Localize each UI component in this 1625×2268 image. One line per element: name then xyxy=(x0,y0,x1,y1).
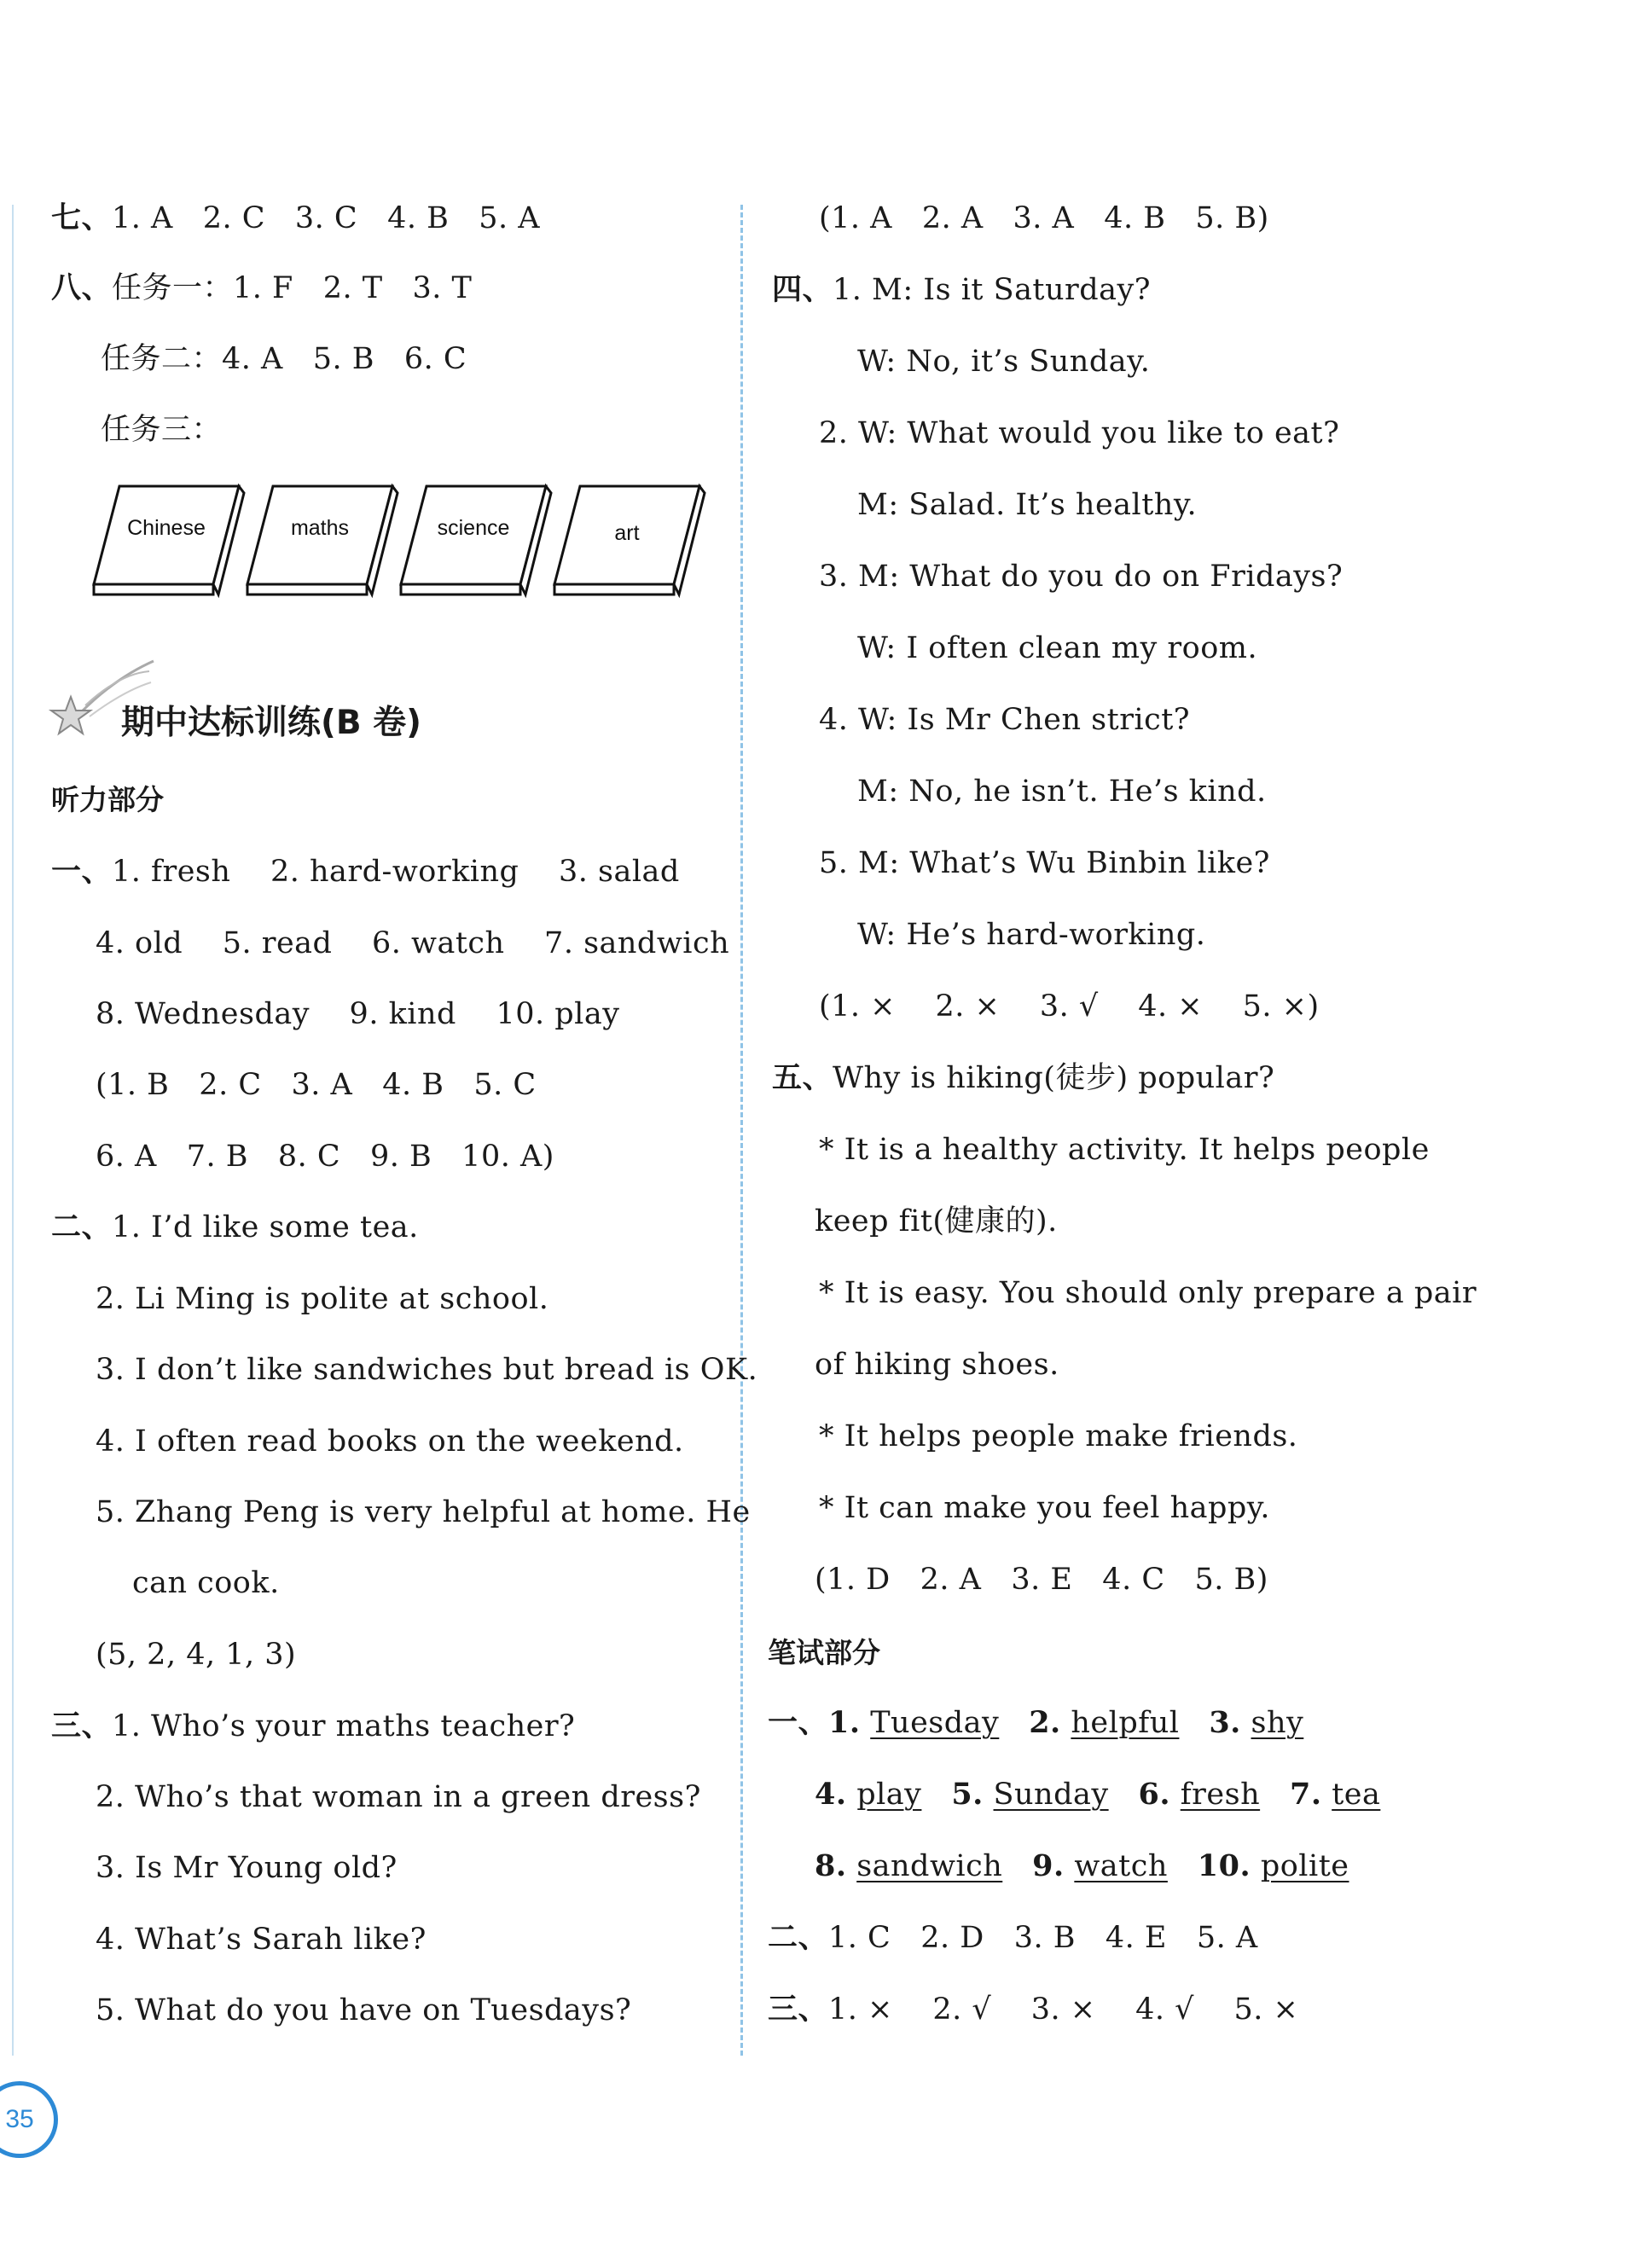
r5-line: * It is easy. You should only prepare a pair xyxy=(819,1276,1477,1310)
r4-answers xyxy=(819,986,1320,1027)
l2-line xyxy=(51,1207,419,1248)
answer-item: 1. × xyxy=(828,1992,893,2027)
r4-label: 四、 xyxy=(772,273,833,307)
l2-order: (5, 2, 4, 1, 3) xyxy=(96,1638,297,1672)
page-number-badge xyxy=(0,2081,58,2158)
l1-row xyxy=(96,923,729,964)
l3-line: 3. Is Mr Young old? xyxy=(96,1851,398,1885)
answer-word: fresh xyxy=(1180,1778,1261,1812)
w1-row xyxy=(768,1702,1303,1743)
answer-word: play xyxy=(856,1778,922,1812)
answer-item: 6. A xyxy=(96,1140,157,1174)
w3-label: 三、 xyxy=(768,1992,829,2027)
task1-item: 2. T xyxy=(322,271,383,305)
r4-line: 4. W: Is Mr Chen strict? xyxy=(819,703,1191,737)
l2-line: 2. Li Ming is polite at school. xyxy=(96,1282,549,1316)
w3-line xyxy=(768,1989,1298,2030)
item-number: 2. xyxy=(1029,1705,1061,1740)
answer-item: 4. old xyxy=(96,926,183,960)
task2-item: 6. C xyxy=(403,342,467,376)
q7-item: 3. C xyxy=(294,201,358,235)
answer-item: 9. kind xyxy=(349,997,456,1031)
r5-line: of hiking shoes. xyxy=(815,1348,1059,1382)
answer-item: 3. E xyxy=(1011,1563,1073,1597)
q8-task1-line xyxy=(51,268,472,309)
book-icon xyxy=(554,486,705,595)
book-label: Chinese xyxy=(127,516,206,540)
q7-item: 1. A xyxy=(112,201,173,235)
l2-line: 4. I often read books on the weekend. xyxy=(96,1424,684,1459)
answer-item: 3. A xyxy=(291,1068,353,1102)
book-icon xyxy=(247,486,398,595)
task1-item: 1. F xyxy=(233,271,293,305)
l3-line: 5. What do you have on Tuesdays? xyxy=(96,1993,632,2027)
answer-item: 3. × xyxy=(1030,1992,1096,2027)
item-number: 9. xyxy=(1032,1848,1065,1883)
answer-word: sandwich xyxy=(856,1849,1003,1883)
answer-item: 2. A xyxy=(920,1563,982,1597)
column-divider xyxy=(740,205,743,2056)
answer-item: 7. B xyxy=(186,1140,248,1174)
answer-item: 4. E xyxy=(1105,1921,1167,1955)
answer-item: (1. D xyxy=(815,1563,891,1597)
r3-answers xyxy=(819,198,1269,239)
answer-word: polite xyxy=(1260,1849,1349,1883)
book-icon xyxy=(401,486,551,595)
section-title: 期中达标训练(B 卷) xyxy=(121,704,421,742)
task2-label: 任务二： xyxy=(101,342,223,376)
answer-item: 2. hard-working xyxy=(270,855,519,889)
answer-item: 5. B) xyxy=(1195,201,1269,235)
listening-header: 听力部分 xyxy=(51,783,164,816)
answer-word: shy xyxy=(1251,1706,1304,1740)
l3-line: 2. Who’s that woman in a green dress? xyxy=(96,1780,701,1814)
w2-line xyxy=(768,1917,1258,1958)
r4-line xyxy=(772,270,1151,310)
answer-item: 5. A xyxy=(1196,1921,1258,1955)
item-number: 4. xyxy=(815,1777,847,1812)
answer-item: 8. C xyxy=(277,1140,341,1174)
r5-line xyxy=(772,1058,1274,1099)
l3-line: 4. What’s Sarah like? xyxy=(96,1923,427,1957)
r4-line: 2. W: What would you like to eat? xyxy=(819,416,1340,450)
answer-item: 2. √ xyxy=(932,1992,992,2027)
w2-label: 二、 xyxy=(768,1921,829,1955)
task2-item: 5. B xyxy=(312,342,374,376)
r4-line: W: I often clean my room. xyxy=(857,631,1258,665)
q7-item: 5. A xyxy=(479,201,541,235)
l1-row xyxy=(96,1136,554,1177)
answer-item: (1. A xyxy=(819,201,892,235)
q7-line xyxy=(51,198,540,239)
answer-item: 3. B xyxy=(1013,1921,1076,1955)
l1-row xyxy=(96,994,619,1035)
r4-line: W: He’s hard-working. xyxy=(857,918,1206,952)
item-number: 7. xyxy=(1290,1777,1322,1812)
book-icon xyxy=(94,486,244,595)
l3-line xyxy=(51,1706,575,1747)
answer-word: watch xyxy=(1074,1849,1168,1883)
answer-item: 5. B) xyxy=(1194,1563,1268,1597)
answer-item: 5. C xyxy=(473,1068,537,1102)
answer-item: 1. fresh xyxy=(112,855,231,889)
r5-line: * It is a healthy activity. It helps people xyxy=(819,1133,1430,1167)
answer-item: 1. C xyxy=(828,1921,891,1955)
q7-item: 4. B xyxy=(387,201,450,235)
answer-item: 2. D xyxy=(920,1921,984,1955)
w1-row xyxy=(815,1846,1349,1887)
r5-answers xyxy=(815,1559,1268,1600)
answer-item: 9. B xyxy=(370,1140,432,1174)
answer-item: 5. ×) xyxy=(1242,989,1320,1024)
answer-word: tea xyxy=(1332,1778,1381,1812)
answer-item: (1. B xyxy=(96,1068,170,1102)
l1-row xyxy=(96,1064,537,1105)
q7-label: 七、 xyxy=(51,201,113,235)
l3-label: 三、 xyxy=(51,1709,113,1743)
answer-item: 10. play xyxy=(496,997,620,1031)
left-margin-line xyxy=(12,205,14,2056)
book-label: maths xyxy=(290,516,350,540)
l2-line: 3. I don’t like sandwiches but bread is OK. xyxy=(96,1353,758,1387)
task1-label: 任务一： xyxy=(112,271,234,305)
q7-item: 2. C xyxy=(202,201,266,235)
answer-word: Tuesday xyxy=(870,1706,1000,1740)
writing-header: 笔试部分 xyxy=(768,1636,880,1669)
answer-item: 4. B xyxy=(382,1068,444,1102)
answer-item: 5. read xyxy=(222,926,333,960)
answer-item: (1. × xyxy=(819,989,896,1024)
item-number: 5. xyxy=(951,1777,984,1812)
item-number: 6. xyxy=(1138,1777,1171,1812)
task2-item: 4. A xyxy=(222,342,283,376)
answer-item: 3. √ xyxy=(1039,989,1099,1024)
l1-row xyxy=(51,851,680,892)
answer-word: helpful xyxy=(1071,1706,1180,1740)
q8-label: 八、 xyxy=(51,271,113,305)
answer-item: 2. C xyxy=(199,1068,262,1102)
sentence: 1. I’d like some tea. xyxy=(112,1210,419,1244)
q8-task2-line xyxy=(101,339,467,380)
answer-item: 4. B xyxy=(1104,201,1166,235)
l1-label: 一、 xyxy=(51,855,113,889)
answer-item: 7. sandwich xyxy=(544,926,730,960)
r5-label: 五、 xyxy=(772,1061,833,1095)
sentence: 1. Who’s your maths teacher? xyxy=(112,1709,576,1743)
book-label: science xyxy=(437,516,510,540)
answer-item: 5. × xyxy=(1233,1992,1299,2027)
answer-item: 4. √ xyxy=(1135,1992,1194,2027)
answer-word: Sunday xyxy=(993,1778,1109,1812)
w1-row xyxy=(815,1774,1380,1815)
answer-item: 3. salad xyxy=(558,855,680,889)
answer-item: 4. × xyxy=(1138,989,1204,1024)
passage-title: Why is hiking(徒步) popular? xyxy=(833,1061,1275,1095)
item-number: 8. xyxy=(815,1848,847,1883)
item-number: 1. xyxy=(828,1705,861,1740)
books-illustration xyxy=(85,478,717,606)
r4-line: M: No, he isn’t. He’s kind. xyxy=(857,774,1267,809)
r5-line: keep fit(健康的). xyxy=(815,1204,1058,1238)
r4-line: 3. M: What do you do on Fridays? xyxy=(819,560,1344,594)
r4-line: W: No, it’s Sunday. xyxy=(857,345,1151,379)
answer-item: 8. Wednesday xyxy=(96,997,310,1031)
r5-line: * It can make you feel happy. xyxy=(819,1491,1271,1525)
answer-item: 10. A) xyxy=(461,1140,554,1174)
answer-item: 2. A xyxy=(921,201,984,235)
r4-line: M: Salad. It’s healthy. xyxy=(857,488,1198,522)
task3-label: 任务三： xyxy=(101,413,223,447)
dialogue: 1. M: Is it Saturday? xyxy=(833,273,1152,307)
answer-item: 3. A xyxy=(1013,201,1075,235)
task1-item: 3. T xyxy=(412,271,473,305)
l2-line: can cook. xyxy=(132,1566,280,1600)
answer-item: 6. watch xyxy=(371,926,505,960)
book-label: art xyxy=(614,521,640,545)
item-number: 3. xyxy=(1209,1705,1241,1740)
w1-label: 一、 xyxy=(768,1706,829,1740)
l2-label: 二、 xyxy=(51,1210,113,1244)
item-number: 10. xyxy=(1197,1848,1251,1883)
answer-item: 2. × xyxy=(935,989,1001,1024)
l2-line: 5. Zhang Peng is very helpful at home. He xyxy=(96,1495,751,1529)
r5-line: * It helps people make friends. xyxy=(819,1419,1298,1453)
r4-line: 5. M: What’s Wu Binbin like? xyxy=(819,846,1270,880)
answer-item: 4. C xyxy=(1102,1563,1165,1597)
page-number: 35 xyxy=(5,2105,34,2133)
